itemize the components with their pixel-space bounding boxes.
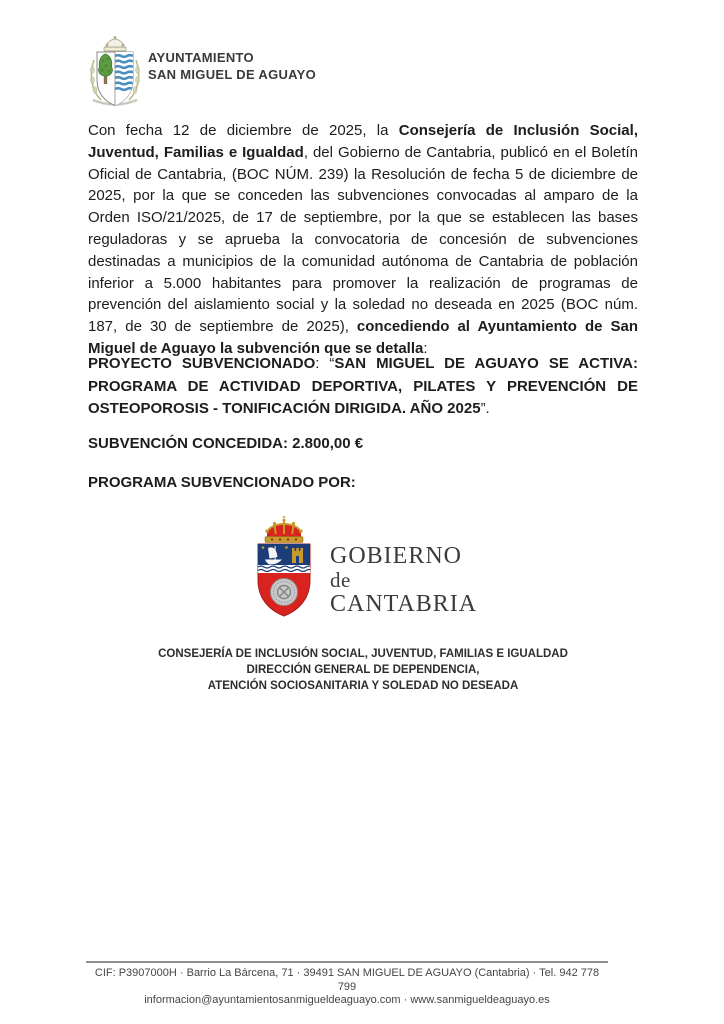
intro-segment-bold: Consejería de Inclusión Social, Juventud, Familias e Igualdad — [88, 122, 638, 161]
department-line: ATENCIÓN SOCIOSANITARIA Y SOLEDAD NO DESEADA — [207, 680, 519, 692]
footer-web-line: informacion@ayuntamientosanmigueldeaguayo.com · www.sanmigueldeaguayo.es — [144, 994, 550, 1006]
header-org-line2: SAN MIGUEL DE AGUAYO — [148, 67, 317, 82]
intro-segment: Con fecha 12 de diciembre de 2025, la — [88, 122, 399, 139]
project-label: PROYECTO SUBVENCIONADO — [88, 355, 316, 372]
gobierno-wordmark — [330, 544, 477, 617]
gobierno-word: GOBIERNO — [330, 543, 462, 569]
gobierno-cantabria-logo — [255, 516, 477, 618]
project-segment: ”. — [480, 400, 490, 418]
project-segment: : “ — [315, 355, 335, 372]
footer-contact-line: CIF: P3907000H · Barrio La Bárcena, 71 · 39491 SAN MIGUEL DE AGUAYO (Cantabria) · Tel. 942 778 799 — [94, 967, 600, 993]
intro-paragraph — [88, 120, 638, 360]
ayuntamiento-coat-of-arms-icon — [86, 36, 144, 110]
document-header — [86, 36, 316, 110]
gobierno-de: de — [330, 568, 351, 592]
header-org-line1: AYUNTAMIENTO — [148, 50, 254, 65]
cantabria-coat-of-arms-icon — [255, 516, 313, 618]
gobierno-cantabria: CANTABRIA — [330, 591, 478, 617]
project-title: SAN MIGUEL DE AGUAYO SE ACTIVA: PROGRAMA DE ACTIVIDAD DEPORTIVA, PILATES Y PREVENCIÓN DE OSTEOPOROSIS - TONIFICACIÓN DIRIGIDA. AÑO 2025 — [88, 355, 638, 418]
intro-segment: : — [423, 339, 428, 357]
intro-segment-bold: concediendo al Ayuntamiento de San Miguel de Aguayo la subvención que se detalla — [88, 318, 638, 357]
department-block — [88, 646, 638, 694]
header-org-name — [148, 36, 316, 83]
project-paragraph — [88, 353, 638, 421]
program-funded-by-line: PROGRAMA SUBVENCIONADO POR: — [88, 474, 356, 491]
department-line: CONSEJERÍA DE INCLUSIÓN SOCIAL, JUVENTUD, FAMILIAS E IGUALDAD — [158, 648, 568, 660]
document-footer — [86, 961, 608, 1008]
department-line: DIRECCIÓN GENERAL DE DEPENDENCIA, — [246, 664, 480, 676]
intro-segment: , del Gobierno de Cantabria, publicó en el Boletín Oficial de Cantabria, (BOC NÚM. 239) la Resolución de fecha 5 de diciembre de 2025, por la que se conceden las subvenciones convocadas al amparo de la Orden ISO/21/2025, de 17 de septiembre, por la que se establecen las bases reguladoras y se aprueba la convocatoria de concesión de subvenciones destinadas a municipios de la comunidad autónoma de Cantabria de población inferior a 5.000 habitantes para promover la realización de programas de prevención del aislamiento social y la soledad no deseada en 2025 (BOC núm. 187, de 30 de septiembre de 2025), — [88, 143, 638, 336]
grant-amount-line: SUBVENCIÓN CONCEDIDA: 2.800,00 € — [88, 435, 364, 452]
